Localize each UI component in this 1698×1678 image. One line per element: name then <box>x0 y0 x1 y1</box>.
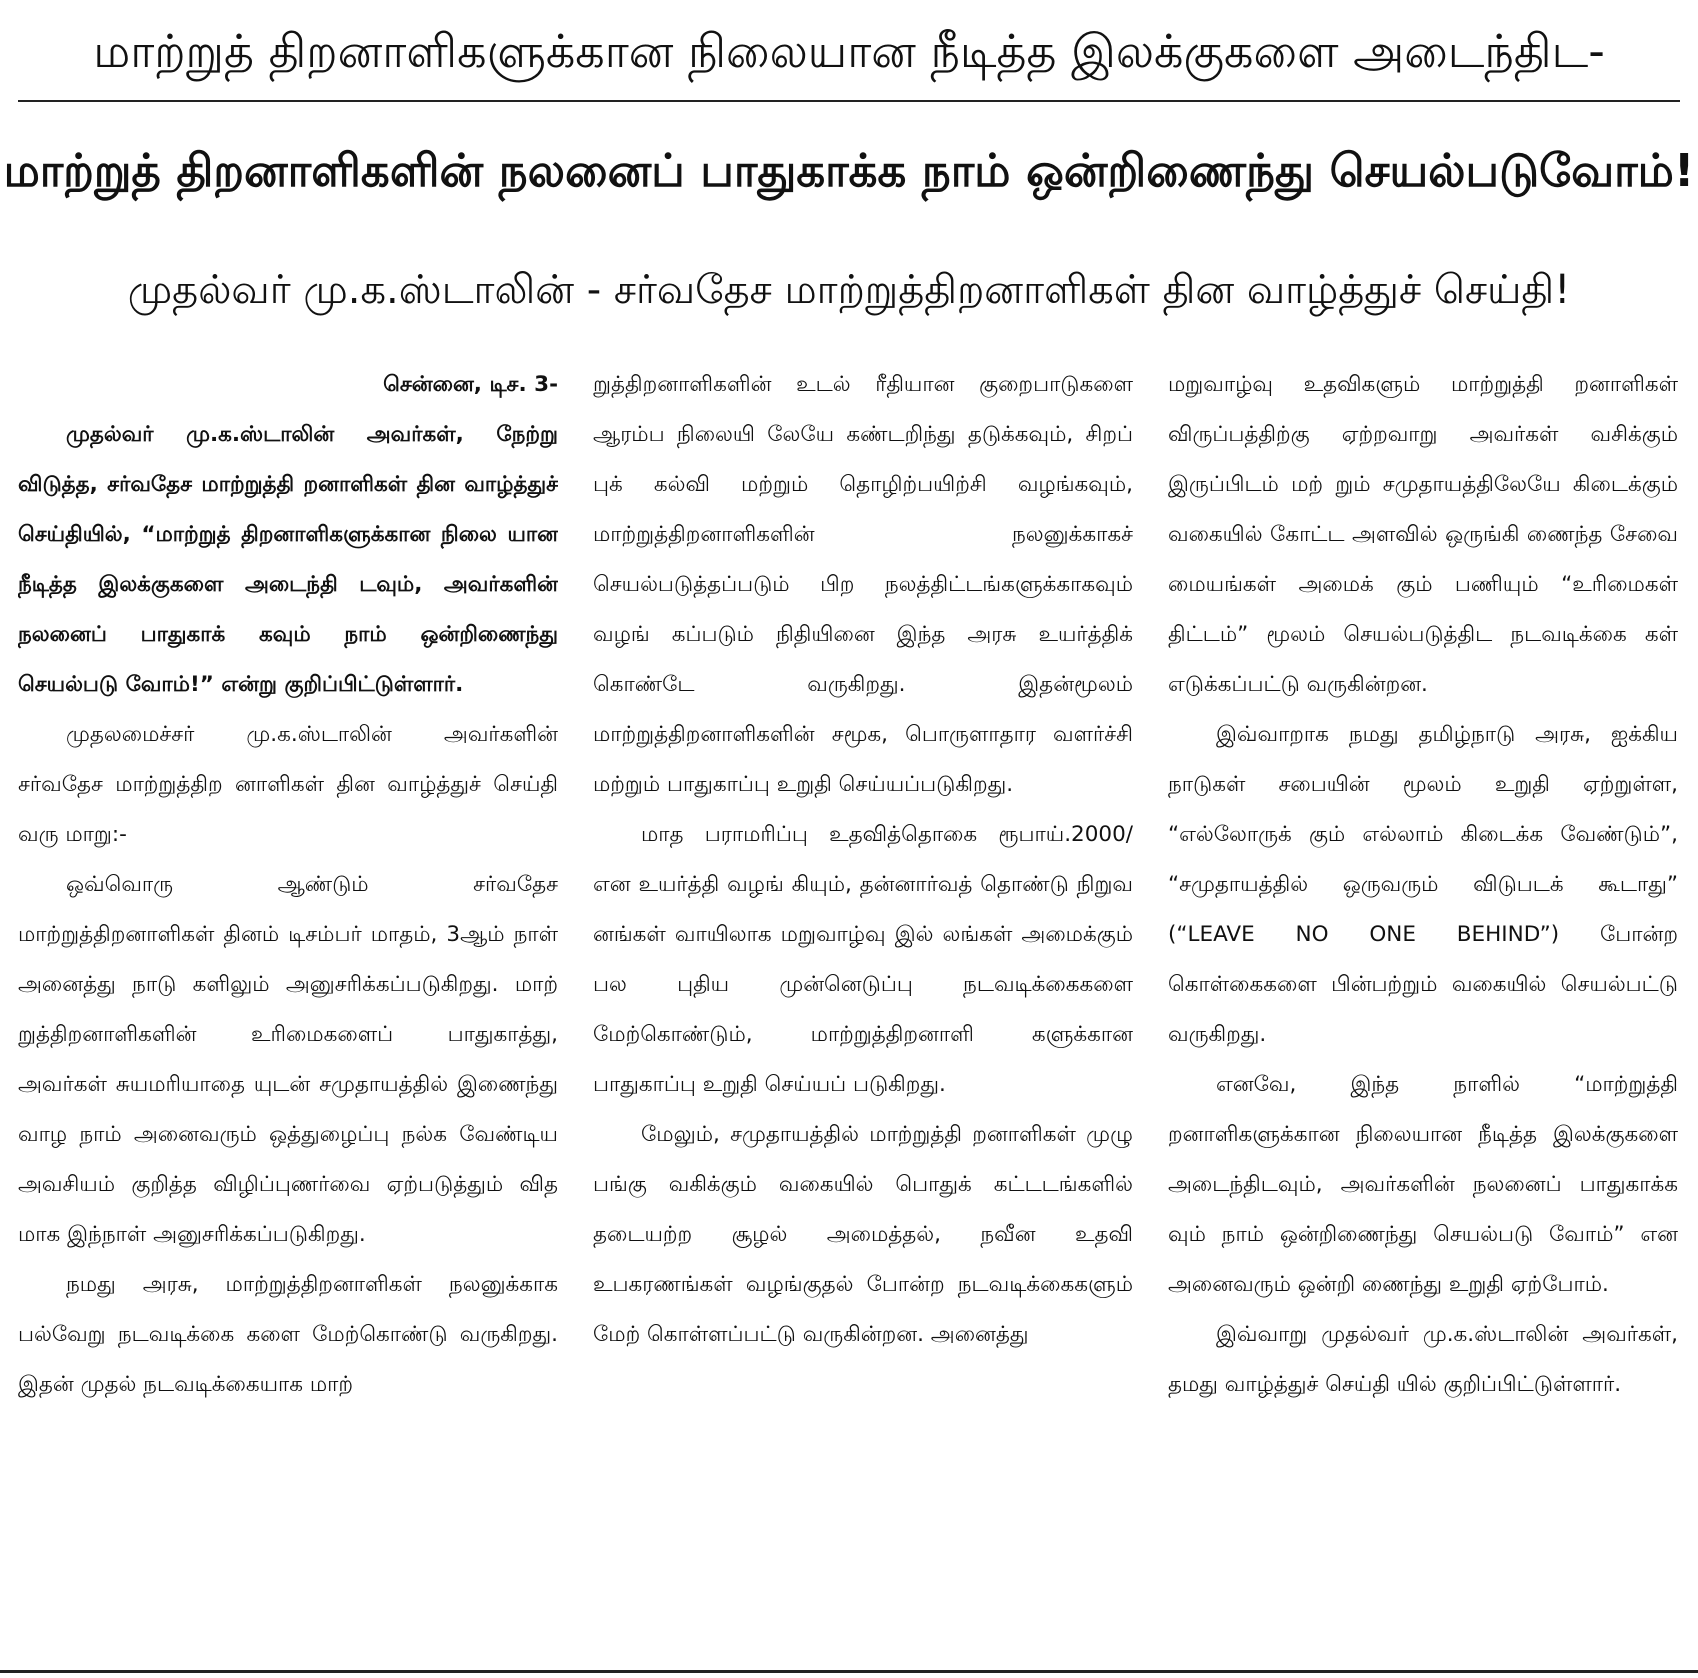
lead-paragraph: முதல்வர் மு.க.ஸ்டாலின் அவர்கள், நேற்று விடுத்த, சர்வதேச மாற்றுத்தி றனாளிகள் தின வாழ்த்துச் செய்தியில், “மாற்றுத் திறனாளிகளுக்கான நிலை யான நீடித்த இலக்குகளை அடைந்தி டவும், அவர்களின் நலனைப் பாதுகாக் கவும் நாம் ஒன்றிணைந்து செயல்படு வோம்!” என்று குறிப்பிட்டுள்ளார். <box>18 422 558 697</box>
article-column-2 <box>593 360 1133 1660</box>
body-paragraph: இவ்வாறாக நமது தமிழ்நாடு அரசு, ஐக்கிய நாடுகள் சபையின் மூலம் உறுதி ஏற்றுள்ள, “எல்லோருக் கும் எல்லாம் கிடைக்க வேண்டும்”, “சமுதாயத்தில் ஒருவரும் விடுபடக் கூடாது” (“LEAVE NO ONE BEHIND”) போன்ற கொள்கைகளை பின்பற்றும் வகையில் செயல்பட்டு வருகிறது. <box>1168 722 1678 1047</box>
body-paragraph: மாத பராமரிப்பு உதவித்தொகை ரூபாய்.2000/ என உயர்த்தி வழங் கியும், தன்னார்வத் தொண்டு நிறுவ னங்கள் வாயிலாக மறுவாழ்வு இல் லங்கள் அமைக்கும் பல புதிய முன்னெடுப்பு நடவடிக்கைகளை மேற்கொண்டும், மாற்றுத்திறனாளி களுக்கான பாதுகாப்பு உறுதி செய்யப் படுகிறது. <box>593 822 1133 1097</box>
article-column-1 <box>18 360 558 1660</box>
body-paragraph: எனவே, இந்த நாளில் “மாற்றுத்தி றனாளிகளுக்கான நிலையான நீடித்த இலக்குகளை அடைந்திடவும், அவர்களின் நலனைப் பாதுகாக்க வும் நாம் ஒன்றிணைந்து செயல்படு வோம்” என அனைவரும் ஒன்றி ணைந்து உறுதி ஏற்போம். <box>1168 1072 1678 1297</box>
body-paragraph: முதலமைச்சர் மு.க.ஸ்டாலின் அவர்களின் சர்வதேச மாற்றுத்திற னாளிகள் தின வாழ்த்துச் செய்தி வரு மாறு:- <box>18 722 558 847</box>
article-column-3 <box>1168 360 1678 1660</box>
kicker-headline: மாற்றுத் திறனாளிகளுக்கான நிலையான நீடித்த இலக்குகளை அடைந்திட- <box>93 24 1605 78</box>
kicker-divider <box>18 100 1680 102</box>
dateline: சென்னை, டிச. 3- <box>383 372 558 397</box>
body-paragraph: மேலும், சமுதாயத்தில் மாற்றுத்தி றனாளிகள் முழு பங்கு வகிக்கும் வகையில் பொதுக் கட்டடங்களில் தடையற்ற சூழல் அமைத்தல், நவீன உதவி உபகரணங்கள் வழங்குதல் போன்ற நடவடிக்கைகளும் மேற் கொள்ளப்பட்டு வருகின்றன. அனைத்து <box>593 1122 1133 1347</box>
article-body <box>18 360 1678 1660</box>
main-headline: மாற்றுத் திறனாளிகளின் நலனைப் பாதுகாக்க நாம் ஒன்றிணைந்து செயல்படுவோம்! <box>3 144 1695 197</box>
body-paragraph: ஒவ்வொரு ஆண்டும் சர்வதேச மாற்றுத்திறனாளிகள் தினம் டிசம்பர் மாதம், 3ஆம் நாள் அனைத்து நாடு களிலும் அனுசரிக்கப்படுகிறது. மாற் றுத்திறனாளிகளின் உரிமைகளைப் பாதுகாத்து, அவர்கள் சுயமரியாதை யுடன் சமுதாயத்தில் இணைந்து வாழ நாம் அனைவரும் ஒத்துழைப்பு நல்க வேண்டிய அவசியம் குறித்த விழிப்புணர்வை ஏற்படுத்தும் வித மாக இந்நாள் அனுசரிக்கப்படுகிறது. <box>18 872 558 1247</box>
body-paragraph: இவ்வாறு முதல்வர் மு.க.ஸ்டாலின் அவர்கள், தமது வாழ்த்துச் செய்தி யில் குறிப்பிட்டுள்ளார். <box>1168 1322 1678 1397</box>
bottom-divider <box>0 1670 1698 1673</box>
body-paragraph: நமது அரசு, மாற்றுத்திறனாளிகள் நலனுக்காக பல்வேறு நடவடிக்கை களை மேற்கொண்டு வருகிறது. இதன் முதல் நடவடிக்கையாக மாற் <box>18 1272 558 1397</box>
body-paragraph: றுத்திறனாளிகளின் உடல் ரீதியான குறைபாடுகளை ஆரம்ப நிலையி லேயே கண்டறிந்து தடுக்கவும், சிறப் புக் கல்வி மற்றும் தொழிற்பயிற்சி வழங்கவும், மாற்றுத்திறனாளிகளின் நலனுக்காகச் செயல்படுத்தப்படும் பிற நலத்திட்டங்களுக்காகவும் வழங் கப்படும் நிதியினை இந்த அரசு உயர்த்திக் கொண்டே வருகிறது. இதன்மூலம் மாற்றுத்திறனாளிகளின் சமூக, பொருளாதார வளர்ச்சி மற்றும் பாதுகாப்பு உறுதி செய்யப்படுகிறது. <box>593 372 1133 797</box>
subheadline: முதல்வர் மு.க.ஸ்டாலின் - சர்வதேச மாற்றுத்திறனாளிகள் தின வாழ்த்துச் செய்தி! <box>127 267 1571 313</box>
body-paragraph: மறுவாழ்வு உதவிகளும் மாற்றுத்தி றனாளிகள் விருப்பத்திற்கு ஏற்றவாறு அவர்கள் வசிக்கும் இருப்பிடம் மற் றும் சமுதாயத்திலேயே கிடைக்கும் வகையில் கோட்ட அளவில் ஒருங்கி ணைந்த சேவை மையங்கள் அமைக் கும் பணியும் “உரிமைகள் திட்டம்” மூலம் செயல்படுத்திட நடவடிக்கை கள் எடுக்கப்பட்டு வருகின்றன. <box>1168 372 1678 697</box>
